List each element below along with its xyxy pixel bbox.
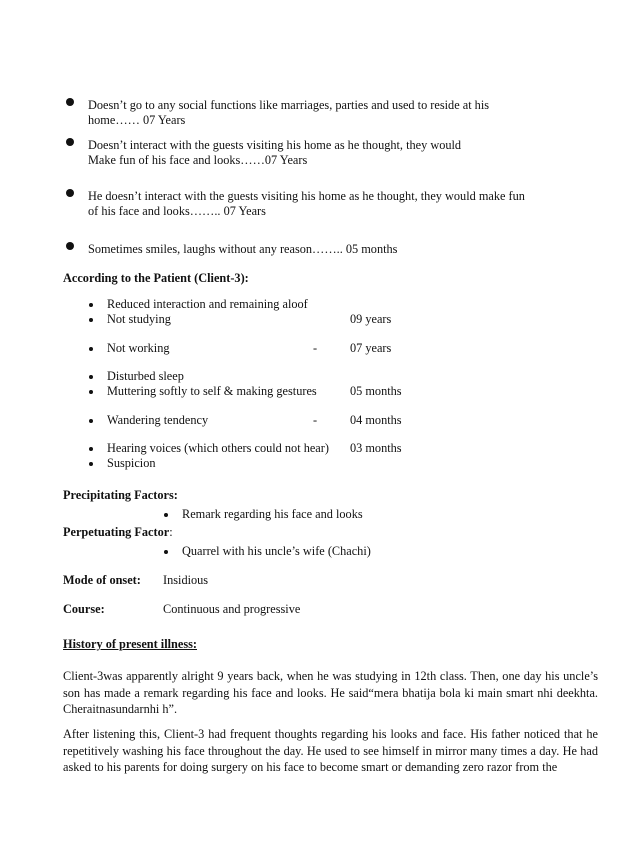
item-text: Wandering tendency xyxy=(107,413,209,427)
bullet-icon xyxy=(89,390,93,394)
bullet-icon xyxy=(89,303,93,307)
bullet-icon xyxy=(89,462,93,466)
bullet-icon xyxy=(66,138,74,146)
bullet-item xyxy=(63,242,583,257)
item-duration: 09 years xyxy=(350,312,392,326)
mode-of-onset-label: Mode of onset: xyxy=(63,573,141,587)
bullet-item xyxy=(63,98,583,128)
item-text: Not studying xyxy=(107,312,171,326)
item-text: Remark regarding his face and looks xyxy=(182,507,363,521)
bullet-text-line2: Make fun of his face and looks……07 Years xyxy=(88,153,308,167)
bullet-text-line2: of his face and looks…….. 07 Years xyxy=(88,204,266,218)
bullet-icon xyxy=(89,419,93,423)
bullet-icon xyxy=(66,242,74,250)
item-duration: 05 months xyxy=(350,384,402,398)
item-dash: - xyxy=(313,413,318,427)
bullet-item xyxy=(63,138,583,168)
course-label: Course: xyxy=(63,602,105,616)
perpetuating-heading xyxy=(63,525,173,540)
bullet-icon xyxy=(89,318,93,322)
item-text: Disturbed sleep xyxy=(107,369,184,383)
item-dash: - xyxy=(313,341,318,355)
history-heading: History of present illness: xyxy=(63,637,198,651)
course-value: Continuous and progressive xyxy=(163,602,301,616)
item-text: Muttering softly to self & making gestures xyxy=(107,384,317,398)
history-paragraph-1: Client-3was apparently alright 9 years back, when he was studying in 12th class. Then, one day his uncle’s son has made a remark regarding his face and looks. He said“mera bhatija bola ki main smart nhi deekhta. Cheraitnasundarnhi h”. xyxy=(63,669,598,716)
bullet-text-line1: Doesn’t go to any social functions like marriages, parties and used to reside at his xyxy=(88,98,490,112)
bullet-icon xyxy=(66,189,74,197)
item-duration: 03 months xyxy=(350,441,402,455)
bullet-icon xyxy=(164,550,168,554)
item-text: Reduced interaction and remaining aloof xyxy=(107,297,308,311)
item-duration: 07 years xyxy=(350,341,392,355)
bullet-text-line1: He doesn’t interact with the guests visiting his home as he thought, they would make fun xyxy=(88,189,525,203)
item-text: Suspicion xyxy=(107,456,156,470)
patient-heading: According to the Patient (Client-3): xyxy=(63,271,249,285)
bullet-item xyxy=(63,189,583,219)
item-text: Not working xyxy=(107,341,170,355)
perpetuating-heading-text: Perpetuating Factor xyxy=(63,525,170,539)
item-text: Hearing voices (which others could not hear) xyxy=(107,441,329,455)
bullet-text-line2: home…… 07 Years xyxy=(88,113,186,127)
bullet-icon xyxy=(66,98,74,106)
bullet-text-line1: Sometimes smiles, laughs without any reason…….. 05 months xyxy=(88,242,398,256)
perpetuating-colon: : xyxy=(169,525,173,539)
bullet-text-line1: Doesn’t interact with the guests visiting his home as he thought, they would xyxy=(88,138,462,152)
bullet-icon xyxy=(89,375,93,379)
item-text: Quarrel with his uncle’s wife (Chachi) xyxy=(182,544,371,558)
item-duration: 04 months xyxy=(350,413,402,427)
history-paragraph-2: After listening this, Client-3 had frequent thoughts regarding his looks and face. His father noticed that he repetitively washing his face throughout the day. He used to see himself in mirror many times a day. He had asked to his parents for doing surgery on his face to become smart or demanding zero razor from the xyxy=(63,727,598,774)
precipitating-heading: Precipitating Factors: xyxy=(63,488,178,502)
bullet-icon xyxy=(89,347,93,351)
mode-of-onset-value: Insidious xyxy=(163,573,209,587)
bullet-icon xyxy=(89,447,93,451)
bullet-icon xyxy=(164,513,168,517)
